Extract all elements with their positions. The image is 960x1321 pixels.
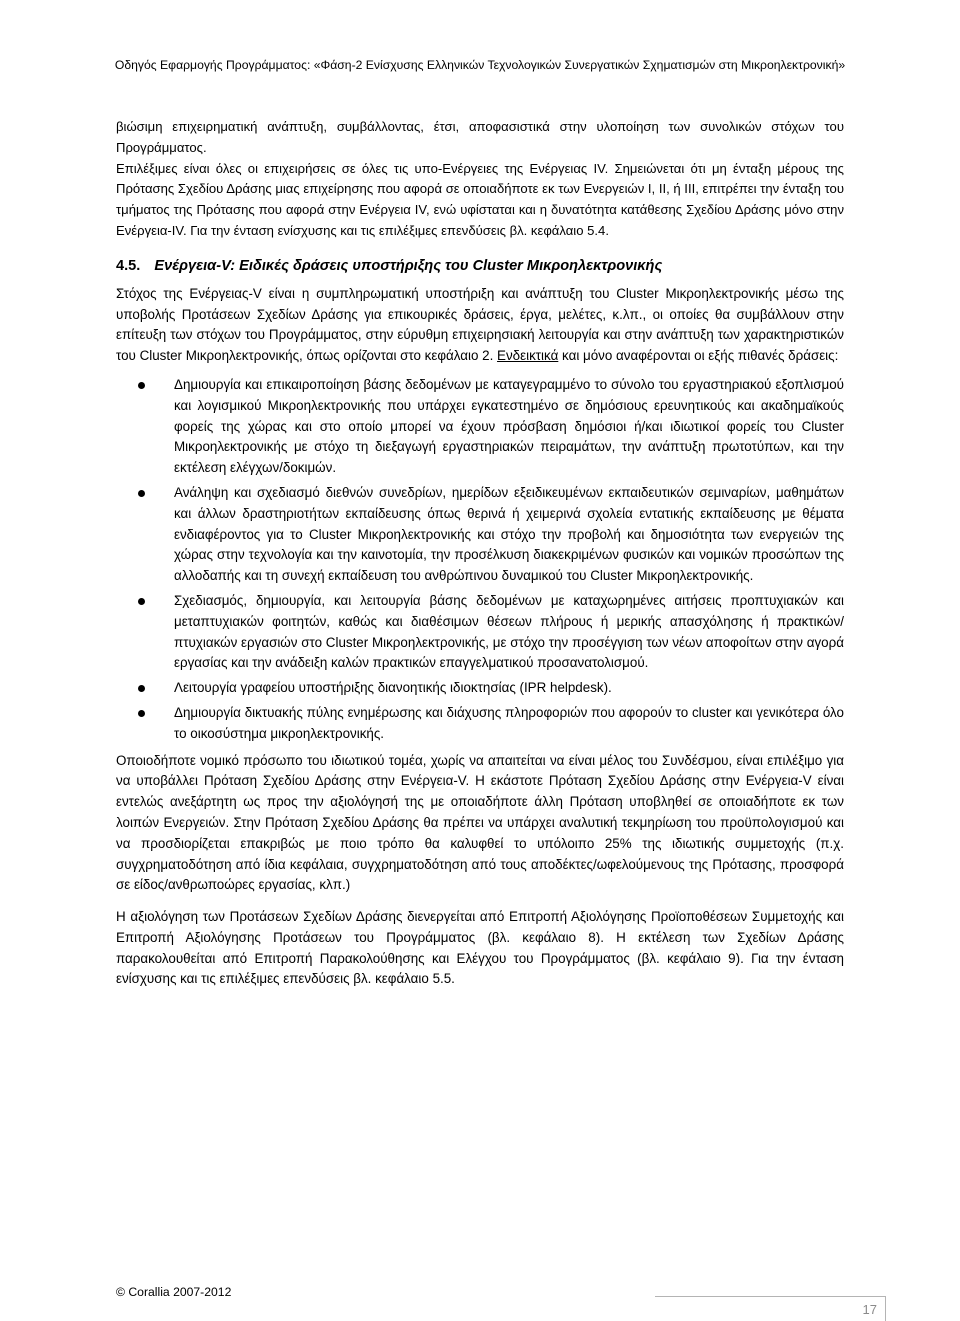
- list-item-text: Δημιουργία δικτυακής πύλης ενημέρωσης και διάχυσης πληροφοριών που αφορούν το cluster και γενικότερα όλο το οικοσύστημα μικροηλεκτρονικής.: [174, 704, 844, 741]
- list-item: [116, 703, 844, 745]
- list-item-text: Σχεδιασμός, δημιουργία, και λειτουργία βάσης δεδομένων με καταχωρημένες αιτήσεις προπτυχιακών και μεταπτυχιακών φοιτητών, καθώς και διαθέσιμων θέσεων πλήρους ή μερικής απασχόλησης ή πρακτικών/πτυχιακών εργασιών στο Cluster Μικροηλεκτρονικής, με στόχο την προσέγγιση των νέων αποφοίτων στην αγορά εργασίας και την ανάδειξη καλών πρακτικών επαγγελματικού προσανατολισμού.: [174, 592, 844, 671]
- section-title: Ενέργεια-V: Ειδικές δράσεις υποστήριξης του Cluster Μικροηλεκτρονικής: [154, 257, 663, 274]
- paragraph-eligibility-v: Οποιοδήποτε νομικό πρόσωπο του ιδιωτικού τομέα, χωρίς να απαιτείται να είναι μέλος του Συνδέσμου, είναι επιλέξιμο για να υποβάλλει Πρόταση Σχεδίου Δράσης στην Ενέργεια-V. Η εκάστοτε Πρόταση Σχεδίου Δράσης στην Ενέργεια-V είναι εντελώς ανεξάρτητη ως προς την αξιολόγησή της με οποιαδήποτε άλλη Πρόταση υποβληθεί σε οποιαδήποτε εκ των λοιπών Ενεργειών. Στην Πρόταση Σχεδίου Δράσης θα πρέπει να υπάρχει αναλυτική τεκμηρίωση του προϋπολογισμού και να προσδιορίζεται επακριβώς με ποιο τρόπο θα καλυφθεί το υπόλοιπο 25% της ιδιωτικής συμμετοχής (π.χ. συγχρηματοδότηση από ίδια κεφάλαια, συγχρηματοδότηση από τους αποδέκτες/ωφελούμενους της Πρότασης, προσφορά σε είδος/ανθρωποώρες εργασίας, κλπ.): [116, 752, 844, 893]
- section-number: 4.5.: [116, 257, 141, 274]
- list-item-text: Δημιουργία και επικαιροποίηση βάσης δεδομένων με καταγεγραμμένο το σύνολο του εργαστηριακού εξοπλισμού και λογισμικού Μικροηλεκτρονικής που υπάρχει εγκατεστημένο σε δημόσιους ερευνητικούς και ακαδημαϊκούς φορείς της χώρας και στο οποίο μπορεί να έχουν πρόσβαση δημόσιοι ή/και ιδιωτικοί φορείς του Cluster Μικροηλεκτρονικής με στόχο τη διεξαγωγή εργαστηριακών πειραμάτων, την ανάπτυξη πρωτοτύπων, και την εκτέλεση ελέγχων/δοκιμών.: [174, 376, 844, 476]
- paragraph-continuation: βιώσιμη επιχειρηματική ανάπτυξη, συμβάλλοντας, έτσι, αποφασιστικά στην υλοποίηση των συνολικών στόχων του Προγράμματος.: [116, 119, 844, 155]
- section-heading: [116, 256, 844, 276]
- paragraph-evaluation: Η αξιολόγηση των Προτάσεων Σχεδίων Δράσης διενεργείται από Επιτροπή Αξιολόγησης Προϊοποθέσεων Συμμετοχής και Επιτροπή Αξιολόγησης Προτάσεων του Προγράμματος (βλ. κεφάλαιο 8). Η εκτέλεση των Σχεδίων Δράσης παρακολουθείται από Επιτροπή Παρακολούθησης και Ελέγχου του Προγράμματος (βλ. κεφάλαιο 9). Για την ένταση ενίσχυσης και τις επιλέξιμες επενδύσεις βλ. κεφάλαιο 5.5.: [116, 909, 844, 987]
- paragraph-intro: [116, 284, 844, 367]
- page-number-box: [655, 1296, 886, 1321]
- paragraph-eligibility-iv: Επιλέξιμες είναι όλες οι επιχειρήσεις σε όλες τις υπο-Ενέργειες της Ενέργειας IV. Σημειώνεται ότι μη ένταξη μέρους της Πρότασης Σχεδίου Δράσης μιας επιχείρησης που αφορά σε οποιαδήποτε εκ των Ενεργειών I, II, ή III, επιτρέπει την ένταξη του τμήματος της Πρότασης που αφορά στην Ενέργεια IV, ενώ υφίσταται και η δυνατότητα κατάθεσης Σχεδίου Δράσης μόνο στην Ενέργεια-IV. Για την ένταση ενίσχυσης και τις επιλέξιμες επενδύσεις βλ. κεφάλαιο 5.4.: [116, 160, 844, 238]
- actions-list: [116, 375, 844, 745]
- intro-tail: και μόνο αναφέρονται οι εξής πιθανές δράσεις:: [562, 348, 839, 364]
- footer-copyright: © Corallia 2007-2012: [116, 1285, 232, 1299]
- list-item: [116, 678, 844, 699]
- list-item: [116, 591, 844, 674]
- bullet-icon: [138, 685, 145, 692]
- list-item-text: Λειτουργία γραφείου υποστήριξης διανοητικής ιδιοκτησίας (IPR helpdesk).: [174, 680, 612, 696]
- bullet-icon: [138, 490, 145, 497]
- list-item: [116, 483, 844, 587]
- bullet-icon: [138, 382, 145, 389]
- list-item-text: Ανάληψη και σχεδιασμό διεθνών συνεδρίων, ημερίδων εξειδικευμένων εκπαιδευτικών σεμιναρίων, μαθημάτων και άλλων δραστηριοτήτων εκπαίδευσης όπως θερινά ή χειμερινά σχολεία εντατικής εκπαίδευσης με θέματα ενδιαφέροντος για το Cluster Μικροηλεκτρονικής και στόχο την προβολή και δημοσιότητα των ενεργειών της χώρας στην τεχνολογία και την καινοτομία, την προσέλκυση διακεκριμένων φυσικών και νομικών προσώπων της αλλοδαπής και τη συνεχή εκπαίδευση του ανθρώπινου δυναμικού του Cluster Μικροηλεκτρονικής.: [174, 484, 844, 584]
- list-item: [116, 375, 844, 479]
- intro-text: Στόχος της Ενέργειας-V είναι η συμπληρωματική υποστήριξη και ανάπτυξη του Cluster Μικροηλεκτρονικής μέσω της υποβολής Προτάσεων Σχεδίων Δράσης για επικουρικές δράσεις, έργα, μελέτες, κ.λπ., οι οποίες θα συμβάλλουν στην επίτευξη των στόχων του Προγράμματος, στην εύρυθμη επιχειρησιακή λειτουργία και στην ανάπτυξη των χαρακτηριστικών του Cluster Μικροηλεκτρονικής, όπως ορίζονται στο κεφάλαιο 2.: [116, 285, 844, 364]
- document-body: [116, 117, 844, 990]
- page-header: Οδηγός Εφαρμογής Προγράμματος: «Φάση-2 Ενίσχυσης Ελληνικών Τεχνολογικών Συνεργατικών Σχηματισμών στη Μικροηλεκτρονική»: [114, 58, 846, 72]
- intro-underlined: Ενδεικτικά: [497, 348, 559, 364]
- bullet-icon: [138, 598, 145, 605]
- bullet-icon: [138, 710, 145, 717]
- page-number: 17: [862, 1302, 877, 1317]
